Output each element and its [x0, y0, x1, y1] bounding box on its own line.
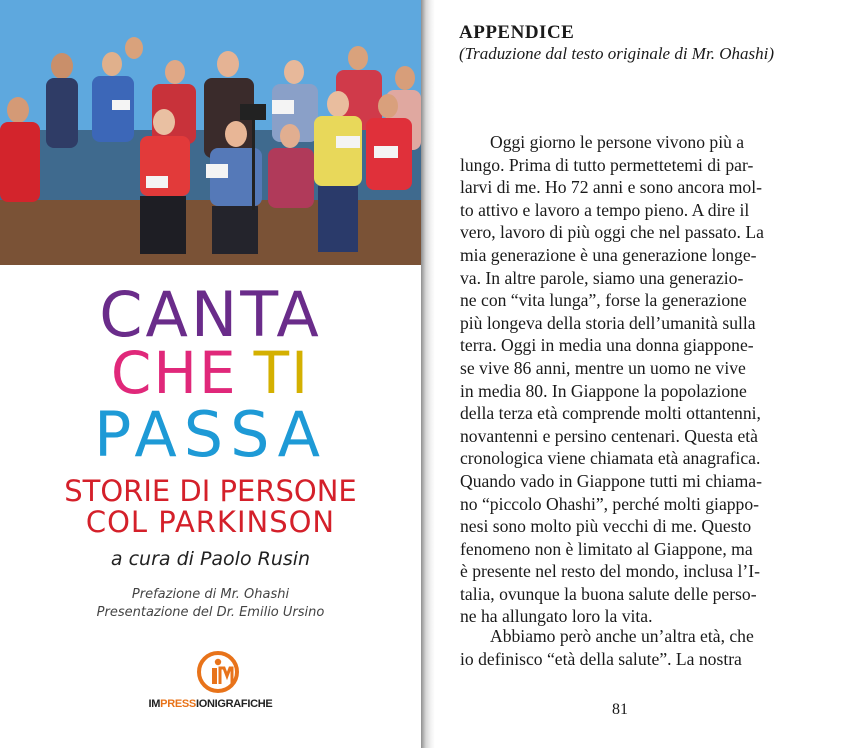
book-cover	[0, 0, 421, 748]
cover-photo-choir	[0, 0, 421, 265]
text-line: Quando vado in Giappone tutti mi chiama-	[460, 470, 762, 491]
paragraph-1	[460, 131, 806, 628]
text-line: ne ha allungato loro la vita.	[460, 606, 653, 627]
text-line: fenomeno non è limitato al Giappone, ma	[460, 538, 753, 559]
text-line: lungo. Prima di tutto permettetemi di par-	[460, 154, 754, 175]
text-line: della terza età comprende molti ottantenni,	[460, 403, 761, 424]
cover-preface-credit: Prefazione di Mr. Ohashi	[131, 587, 290, 602]
page-number: 81	[612, 701, 628, 718]
text-line: Abbiamo però anche un’altra età, che	[490, 626, 754, 646]
text-line: mia generazione è una generazione longe-	[460, 244, 757, 265]
cover-title-ti: TI	[253, 339, 311, 407]
choir-photo-illustration	[0, 0, 421, 265]
book-page	[435, 0, 850, 748]
page-heading: APPENDICE	[459, 22, 575, 43]
cover-title-che: CHE	[110, 339, 238, 407]
text-line: talia, ovunque la buona salute delle perso-	[460, 583, 757, 604]
publisher-name-part1: IM	[148, 698, 161, 710]
cover-title-canta: CANTA	[99, 278, 322, 351]
text-line: cronologica viene chiamata età anagrafica.	[460, 448, 761, 469]
text-line: se vive 86 anni, mentre un uomo ne vive	[460, 357, 746, 378]
text-line: ne con “vita lunga”, forse la generazione	[460, 290, 747, 311]
publisher-logo-icon	[196, 650, 240, 694]
text-line: vero, lavoro di più oggi che nel passato. La	[460, 222, 764, 243]
cover-editor: a cura di Paolo Rusin	[110, 548, 311, 570]
cover-title-che-ti	[0, 340, 421, 406]
text-line: Oggi giorno le persone vivono più a	[490, 132, 745, 152]
text-line: più longeva della storia dell’umanità sulla	[460, 312, 756, 333]
publisher-name-part3: IONIGRAFICHE	[195, 698, 273, 710]
cover-subtitle-line2: COL PARKINSON	[85, 505, 336, 539]
cover-presentation-credit: Presentazione del Dr. Emilio Ursino	[96, 605, 325, 620]
text-line: no “piccolo Ohashi”, perché molti giappo-	[460, 493, 759, 514]
paragraph-2	[460, 625, 806, 670]
publisher-name-part2: PRESS	[160, 698, 196, 710]
text-line: terra. Oggi in media una donna giappone-	[460, 335, 754, 356]
text-line: io definisco “età della salute”. La nostra	[460, 648, 742, 669]
text-line: larvi di me. Ho 72 anni e sono ancora mol-	[460, 177, 762, 198]
text-line: è presente nel resto del mondo, inclusa l’I-	[460, 561, 760, 582]
page-subheading: (Traduzione dal testo originale di Mr. Ohashi)	[459, 44, 774, 63]
publisher-logo-text	[0, 698, 421, 710]
text-line: va. In altre parole, siamo una generazio-	[460, 267, 744, 288]
text-line: nesi sono molto più vecchi di me. Questo	[460, 516, 752, 537]
text-line: to attivo e lavoro a tempo pieno. A dire il	[460, 199, 750, 220]
text-line: novantenni e persino centenari. Questa età	[460, 425, 758, 446]
text-line: in media 80. In Giappone la popolazione	[460, 380, 747, 401]
book-gutter	[421, 0, 435, 748]
cover-title-passa: PASSA	[93, 398, 328, 471]
cover-subtitle-line1: STORIE DI PERSONE	[64, 474, 357, 508]
